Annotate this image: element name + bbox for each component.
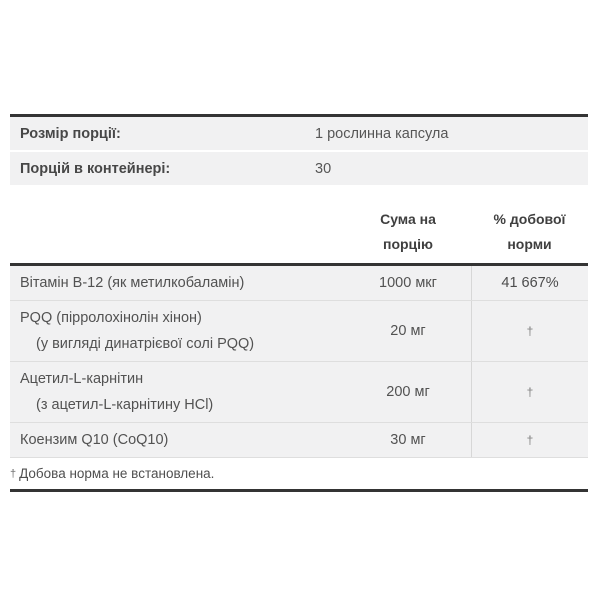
nutrient-name: Коензим Q10 (CoQ10) xyxy=(20,432,169,448)
nutrient-name: Вітамін B-12 (як метилкобаламін) xyxy=(20,275,245,291)
footnote-text: Добова норма не встановлена. xyxy=(19,466,215,481)
nutrient-column-header xyxy=(10,207,345,257)
amount-column-header xyxy=(345,207,471,257)
nutrient-name-cell xyxy=(10,301,345,361)
dv-header-line2: норми xyxy=(507,236,552,252)
daily-value-cell: † xyxy=(471,301,588,361)
table-row-vitamin-b12 xyxy=(10,266,588,301)
amount-cell: 1000 мкг xyxy=(379,275,437,291)
table-row-coq10 xyxy=(10,423,588,458)
daily-value-cell: 41 667% xyxy=(471,266,588,300)
nutrient-name: PQQ (пірролохінолін хінон) xyxy=(20,310,202,326)
servings-per-container-label: Порцій в контейнері: xyxy=(20,160,171,177)
amount-cell: 200 мг xyxy=(386,384,430,400)
nutrient-subname: (з ацетил-L-карнітину HCl) xyxy=(36,397,214,413)
bottom-rule xyxy=(10,489,588,492)
dv-header-line1: % добової xyxy=(493,211,566,227)
dagger-symbol: † xyxy=(10,468,17,480)
amount-cell: 20 мг xyxy=(390,323,426,339)
daily-value-cell: † xyxy=(471,362,588,422)
nutrient-name-cell xyxy=(10,266,345,300)
amount-header-line1: Сума на xyxy=(380,211,436,227)
amount-header-line2: порцію xyxy=(382,236,433,252)
nutrient-subname: (у вигляді динатрієвої солі PQQ) xyxy=(36,336,255,352)
nutrient-name: Ацетил-L-карнітин xyxy=(20,371,144,387)
daily-value-cell: † xyxy=(471,423,588,457)
nutrient-name-cell xyxy=(10,362,345,422)
table-header-row xyxy=(10,207,588,263)
serving-size-label: Розмір порції: xyxy=(20,125,121,142)
footnote xyxy=(10,466,588,486)
nutrient-name-cell xyxy=(10,423,345,457)
serving-size-value: 1 рослинна капсула xyxy=(315,125,449,142)
table-row-acetyl-l-carnitine xyxy=(10,362,588,423)
serving-size-row xyxy=(10,117,588,152)
supplement-facts-panel xyxy=(10,114,588,492)
servings-per-container-value: 30 xyxy=(315,160,332,177)
daily-value-column-header xyxy=(471,207,588,257)
amount-cell: 30 мг xyxy=(390,432,426,448)
servings-per-container-row xyxy=(10,152,588,187)
table-row-pqq xyxy=(10,301,588,362)
